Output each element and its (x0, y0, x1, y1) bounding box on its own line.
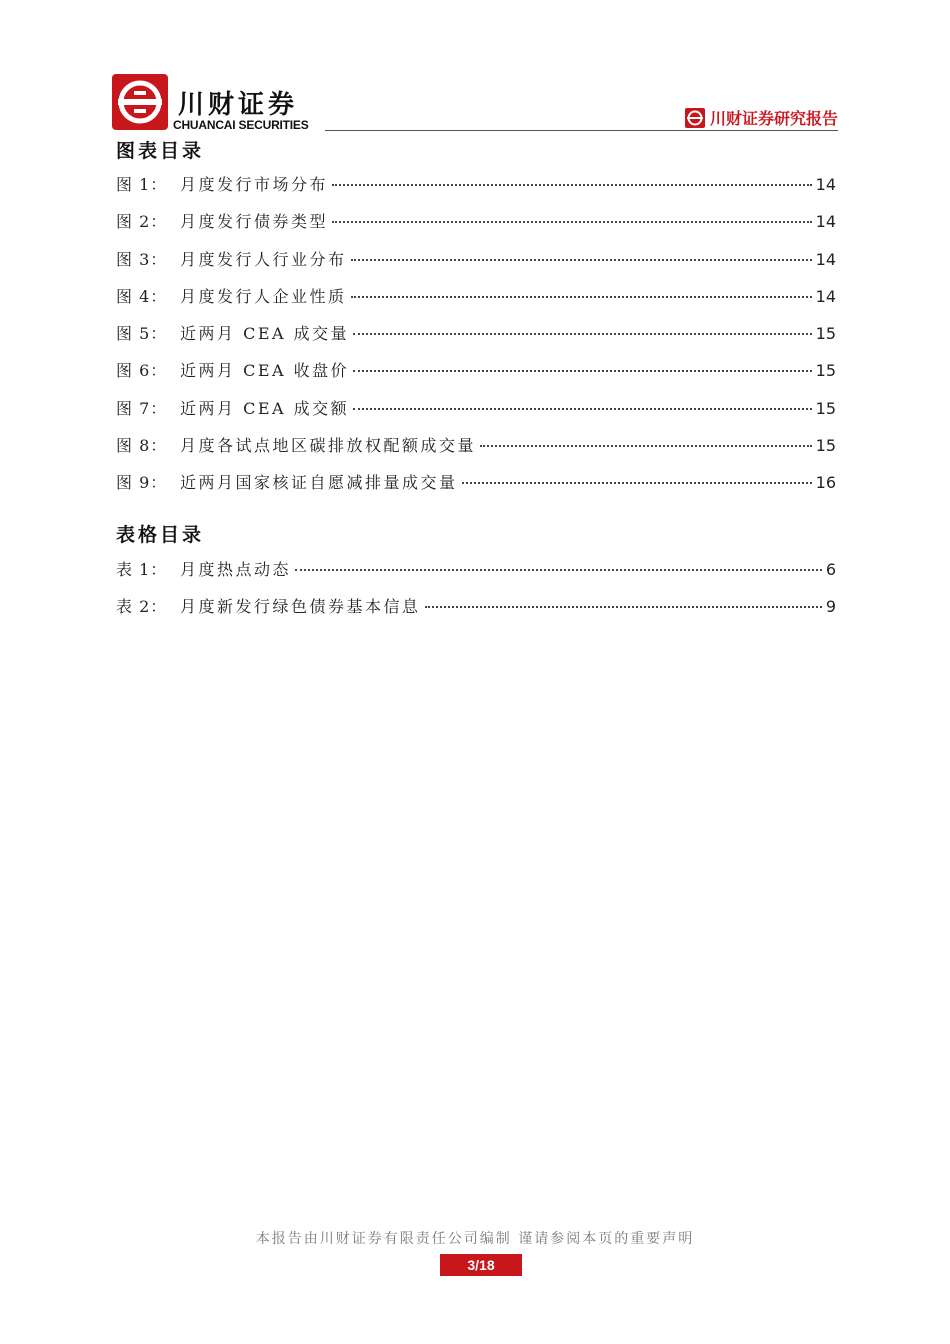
dot-leader (425, 606, 822, 608)
toc-entry-figure-6[interactable] (116, 358, 836, 395)
toc-entry-figure-7[interactable] (116, 396, 836, 433)
toc-entry-page: 14 (815, 212, 836, 232)
toc-entry-figure-3[interactable] (116, 247, 836, 284)
toc-entry-table-2[interactable] (116, 594, 836, 631)
tables-toc-list (116, 557, 836, 632)
page-number-badge: 3/18 (440, 1254, 522, 1276)
toc-entry-page: 15 (815, 361, 836, 381)
dot-leader (332, 221, 812, 223)
toc-entry-prefix: 图 7： (116, 398, 168, 418)
report-tag (685, 106, 838, 129)
toc-entry-title: 月度发行市场分布 (180, 175, 329, 194)
brand-name-en: CHUANCAI SECURITIES (173, 118, 309, 132)
toc-entry-figure-8[interactable] (116, 433, 836, 470)
dot-leader (332, 184, 812, 186)
toc-entry-table-1[interactable] (116, 557, 836, 594)
toc-entry-prefix: 图 3： (116, 249, 168, 269)
toc-entry-title: 月度各试点地区碳排放权配额成交量 (180, 436, 477, 456)
toc-entry-prefix: 图 9： (116, 473, 168, 493)
dot-leader (353, 408, 811, 410)
report-tag-label: 川财证券研究报告 (709, 109, 838, 128)
toc-entry-page: 15 (815, 398, 836, 418)
toc-entry-figure-1[interactable] (116, 172, 836, 209)
toc-entry-page: 15 (815, 324, 836, 344)
toc-entry-prefix: 图 2： (116, 212, 168, 232)
toc-entry-title: 月度发行债券类型 (180, 212, 329, 232)
chuancai-mini-logo-icon (685, 108, 705, 128)
dot-leader (353, 333, 811, 335)
tables-toc-title: 表格目录 (116, 524, 205, 546)
toc-entry-title: 月度新发行绿色债券基本信息 (180, 597, 421, 617)
toc-entry-prefix: 图 8： (116, 436, 168, 456)
figures-toc-list (116, 172, 836, 508)
toc-entry-page: 14 (815, 286, 836, 306)
dot-leader (295, 569, 822, 571)
toc-entry-title: 月度热点动态 (180, 560, 292, 579)
toc-entry-title: 近两月 CEA 成交额 (180, 398, 350, 418)
chuancai-logo-icon (112, 74, 168, 130)
figures-toc-title: 图表目录 (116, 140, 205, 162)
toc-entry-prefix: 图 6： (116, 361, 168, 381)
header-divider (325, 130, 838, 131)
dot-leader (462, 482, 812, 484)
dot-leader (353, 370, 811, 372)
dot-leader (480, 445, 812, 447)
toc-entry-prefix: 图 4： (116, 286, 168, 306)
dot-leader (351, 259, 812, 261)
toc-entry-prefix: 图 5： (116, 324, 168, 344)
toc-entry-page: 14 (815, 175, 836, 194)
brand-name-cn: 川财证券 (178, 90, 299, 120)
toc-entry-figure-4[interactable] (116, 284, 836, 321)
toc-entry-prefix: 图 1： (116, 175, 168, 194)
dot-leader (351, 296, 812, 298)
toc-entry-page: 16 (815, 473, 836, 493)
toc-entry-prefix: 表 2： (116, 597, 168, 617)
toc-entry-figure-5[interactable] (116, 321, 836, 358)
footer-disclaimer: 本报告由川财证券有限责任公司编制 谨请参阅本页的重要声明 (255, 1231, 695, 1247)
toc-entry-page: 14 (815, 249, 836, 269)
toc-entry-figure-2[interactable] (116, 209, 836, 246)
toc-entry-title: 月度发行人行业分布 (180, 249, 347, 269)
toc-entry-page: 6 (825, 560, 836, 579)
toc-entry-title: 月度发行人企业性质 (180, 286, 347, 306)
toc-entry-title: 近两月国家核证自愿减排量成交量 (180, 473, 458, 493)
toc-entry-title: 近两月 CEA 成交量 (180, 324, 350, 344)
toc-entry-page: 9 (825, 597, 836, 617)
toc-entry-title: 近两月 CEA 收盘价 (180, 361, 350, 381)
toc-entry-figure-9[interactable] (116, 470, 836, 507)
toc-entry-prefix: 表 1： (116, 560, 168, 579)
toc-entry-page: 15 (815, 436, 836, 456)
